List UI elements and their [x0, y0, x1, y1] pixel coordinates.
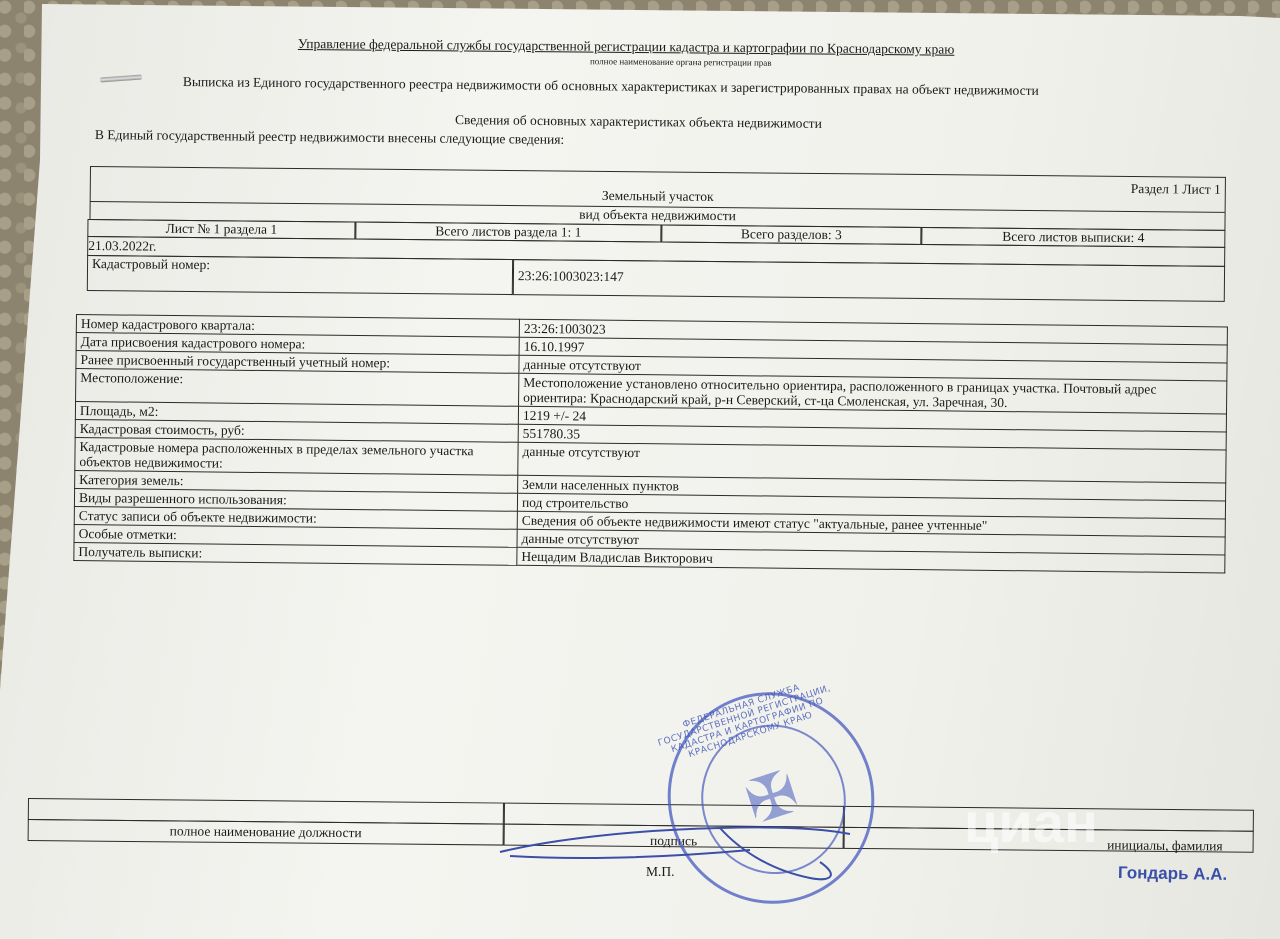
property-label: Номер кадастрового квартала: — [76, 315, 519, 338]
property-label: Получатель выписки: — [74, 542, 517, 565]
property-value: Сведения об объекте недвижимости имеют статус "актуальные, ранее учтенные" — [517, 511, 1225, 537]
document-title: Выписка из Единого государственного реестра недвижимости об основных характеристиках и зарегистрированных правах на объект недвижимости — [182, 74, 1039, 98]
cadastral-number-value: 23:26:1003023:147 — [513, 259, 1225, 302]
section-header-table — [89, 166, 1226, 302]
property-label: Ранее присвоенный государственный учетный номер: — [76, 351, 519, 374]
property-label: Местоположение: — [76, 369, 519, 407]
organization-name: Управление федеральной службы государственной регистрации кадастра и картографии по Краснодарскому краю — [297, 36, 955, 57]
property-value: 551780.35 — [518, 424, 1226, 450]
handwritten-signature — [490, 800, 870, 890]
property-value: под строительство — [517, 493, 1225, 519]
stamp-text: ФЕДЕРАЛЬНАЯ СЛУЖБА ГОСУДАРСТВЕННОЙ РЕГИСТРАЦИИ, КАДАСТРА И КАРТОГРАФИИ ПО КРАСНОДАРСКОМУ КРАЮ — [656, 683, 832, 761]
property-value: 1219 +/- 24 — [518, 406, 1226, 432]
total-sheets-section: Всего листов раздела 1: 1 — [355, 222, 661, 243]
name-caption: инициалы, фамилия — [844, 827, 1254, 853]
object-type: Земельный участок — [601, 187, 714, 204]
property-label: Кадастровая стоимость, руб: — [75, 419, 518, 442]
property-label: Кадастровые номера расположенных в пределах земельного участка объектов недвижимости: — [75, 437, 518, 475]
signature-caption: подпись — [504, 824, 844, 849]
property-value: Земли населенных пунктов — [518, 475, 1226, 501]
eagle-emblem-icon: ✠ — [737, 758, 807, 837]
property-value: Местоположение установлено относительно ориентира, расположенного в границах участка. Почтовый адрес ориентира: Краснодарский край, р-н Северский, ст-ца Смоленская, ул. Заречная, 30. — [519, 373, 1227, 414]
property-label: Особые отметки: — [74, 524, 517, 547]
property-value: 23:26:1003023 — [519, 319, 1227, 345]
position-caption: полное наименование должности — [28, 819, 504, 846]
sheet-number: Лист № 1 раздела 1 — [87, 219, 355, 240]
property-value: данные отсутствуют — [518, 442, 1226, 483]
property-label: Категория земель: — [75, 470, 518, 493]
property-value: данные отсутствуют — [517, 529, 1225, 555]
signer-name: Гондарь А.А. — [1117, 863, 1228, 884]
property-value: Нещадим Владислав Викторович — [517, 547, 1225, 573]
total-sheets: Всего листов выписки: 4 — [921, 227, 1225, 248]
document-subtitle: Сведения об основных характеристиках объекта недвижимости — [454, 112, 822, 131]
organization-caption: полное наименование органа регистрации прав — [589, 56, 772, 68]
property-label: Площадь, м2: — [75, 402, 518, 425]
property-label: Виды разрешенного использования: — [74, 488, 517, 511]
seal-caption: М.П. — [646, 864, 675, 879]
object-type-caption: вид объекта недвижимости — [89, 202, 1225, 231]
cian-watermark-logo: циан — [964, 791, 1098, 854]
intro-text: В Единый государственный реестр недвижимости внесены следующие сведения: — [94, 127, 565, 147]
property-label: Статус записи об объекте недвижимости: — [74, 506, 517, 529]
total-sections: Всего разделов: 3 — [661, 224, 921, 244]
properties-table — [73, 314, 1228, 573]
cadastral-number-label: Кадастровый номер: — [87, 255, 513, 295]
property-label: Дата присвоения кадастрового номера: — [76, 333, 519, 356]
property-value: данные отсутствуют — [519, 355, 1227, 381]
property-value: 16.10.1997 — [519, 337, 1227, 363]
section-sheet-label: Раздел 1 Лист 1 — [1130, 180, 1221, 197]
extract-date: 21.03.2022г. — [88, 237, 157, 254]
